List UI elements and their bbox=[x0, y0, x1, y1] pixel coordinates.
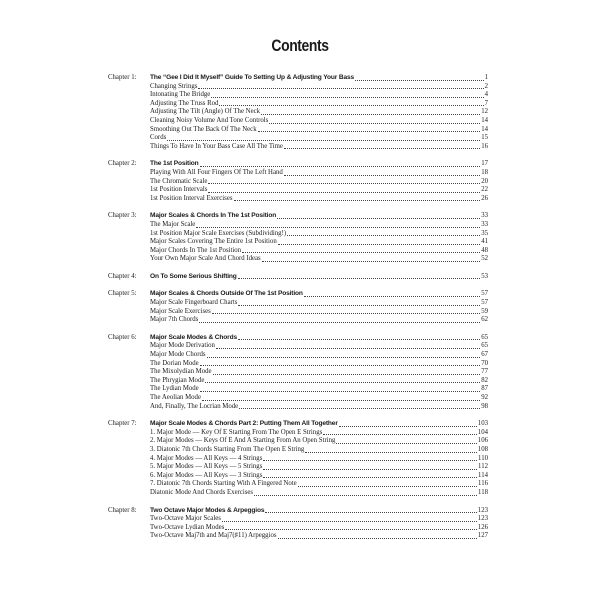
section-entry bbox=[150, 91, 488, 100]
chapter-heading bbox=[150, 74, 488, 83]
chapter-heading-page-number: 65 bbox=[481, 333, 488, 341]
chapter-label: Chapter 5: bbox=[108, 290, 137, 298]
chapter-heading bbox=[150, 334, 488, 343]
dot-leader bbox=[216, 347, 480, 349]
chapter-label: Chapter 4: bbox=[108, 272, 137, 280]
section-entry-title: Major Chords In The 1st Position bbox=[150, 246, 242, 254]
section-entry-page-number: 127 bbox=[477, 532, 488, 540]
section-entry-title: 3. Diatonic 7th Chords Starting From The Open E String bbox=[150, 445, 305, 453]
section-entry-page-number: 18 bbox=[481, 168, 488, 176]
section-entry-title: Cleaning Noisy Volume And Tone Controls bbox=[150, 116, 269, 124]
dot-leader bbox=[336, 442, 476, 444]
dot-leader bbox=[234, 199, 481, 201]
section-entry bbox=[150, 394, 488, 403]
section-entry-title: Your Own Major Scale And Chord Ideas bbox=[150, 255, 261, 263]
section-entry bbox=[150, 169, 488, 178]
dot-leader bbox=[213, 373, 481, 375]
dot-leader bbox=[202, 399, 480, 401]
section-entry-title: Adjusting The Tilt (Angle) Of The Neck bbox=[150, 108, 261, 116]
dot-leader bbox=[200, 390, 481, 392]
section-entry-page-number: 57 bbox=[481, 299, 488, 307]
section-entry-page-number: 12 bbox=[481, 108, 488, 116]
section-entry bbox=[150, 455, 488, 464]
section-entry bbox=[150, 308, 488, 317]
section-entry-title: Changing Strings bbox=[150, 82, 198, 90]
section-entry bbox=[150, 316, 488, 325]
section-entry-title: Smoothing Out The Back Of The Neck bbox=[150, 125, 257, 133]
section-entry bbox=[150, 532, 488, 541]
section-entry-page-number: 16 bbox=[481, 142, 488, 150]
section-entry bbox=[150, 472, 488, 481]
section-entry bbox=[150, 360, 488, 369]
dot-leader bbox=[284, 174, 480, 176]
dot-leader bbox=[304, 295, 480, 297]
chapter-heading-page-number: 123 bbox=[477, 506, 488, 514]
dot-leader bbox=[199, 321, 480, 323]
section-entry-title: Major Scale Exercises bbox=[150, 307, 211, 315]
section-entry-page-number: 123 bbox=[477, 515, 488, 523]
section-entry-page-number: 82 bbox=[481, 376, 488, 384]
section-entry-page-number: 104 bbox=[477, 428, 488, 436]
section-entry-title: The Mixolydian Mode bbox=[150, 368, 212, 376]
section-entry-page-number: 7 bbox=[484, 99, 488, 107]
section-entry-title: The Aeolian Mode bbox=[150, 394, 201, 401]
section-entry bbox=[150, 463, 488, 472]
section-entry-page-number: 2 bbox=[484, 82, 488, 90]
dot-leader bbox=[287, 234, 480, 236]
section-entry-title: 6. Major Modes — All Keys — 3 Strings bbox=[150, 471, 263, 479]
section-entry-title: The Major Scale bbox=[150, 220, 196, 228]
chapter-6 bbox=[108, 334, 488, 411]
section-entry-title: Two-Octave Maj7th and Maj7(♯11) Arpeggios bbox=[150, 532, 277, 540]
dot-leader bbox=[323, 433, 477, 435]
section-entry bbox=[150, 524, 488, 533]
section-entry-title: The Dorian Mode bbox=[150, 359, 199, 367]
dot-leader bbox=[208, 191, 480, 193]
chapter-heading-page-number: 53 bbox=[481, 272, 488, 280]
section-entry-page-number: 106 bbox=[477, 437, 488, 445]
chapter-heading-title: Two Octave Major Modes & Arpeggios bbox=[150, 506, 265, 514]
section-entry bbox=[150, 100, 488, 109]
section-entry bbox=[150, 83, 488, 92]
section-entry bbox=[150, 143, 488, 152]
dot-leader bbox=[167, 139, 480, 141]
chapter-2 bbox=[108, 160, 488, 203]
dot-leader bbox=[211, 96, 483, 98]
dot-leader bbox=[265, 511, 476, 513]
section-entry-title: The Lydian Mode bbox=[150, 385, 199, 393]
dot-leader bbox=[200, 165, 481, 167]
section-entry-title: Major Scales Covering The Entire 1st Position bbox=[150, 238, 277, 246]
section-entry-page-number: 35 bbox=[481, 229, 488, 237]
dot-leader bbox=[239, 407, 480, 409]
chapter-heading-title: Major Scale Modes & Chords Part 2: Putting Them All Together bbox=[150, 420, 338, 428]
chapter-label: Chapter 7: bbox=[108, 420, 137, 428]
chapter-7 bbox=[108, 420, 488, 497]
section-entry-title: The Chromatic Scale bbox=[150, 177, 208, 185]
section-entry-page-number: 92 bbox=[481, 394, 488, 401]
chapter-heading-page-number: 17 bbox=[481, 160, 488, 168]
dot-leader bbox=[269, 122, 480, 124]
chapter-3 bbox=[108, 212, 488, 264]
dot-leader bbox=[219, 104, 483, 106]
section-entry-title: Cords bbox=[150, 134, 167, 142]
section-entry-page-number: 126 bbox=[477, 523, 488, 531]
section-entry-page-number: 108 bbox=[477, 445, 488, 453]
chapter-heading-title: Major Scales & Chords Outside Of The 1st Position bbox=[150, 290, 303, 298]
section-entry-page-number: 41 bbox=[481, 238, 488, 246]
dot-leader bbox=[305, 451, 476, 453]
dot-leader bbox=[284, 147, 480, 149]
section-entry bbox=[150, 342, 488, 351]
section-entry-page-number: 98 bbox=[481, 402, 488, 410]
section-entry bbox=[150, 489, 488, 498]
section-entry-title: Playing With All Four Fingers Of The Left Hand bbox=[150, 168, 283, 176]
section-entry bbox=[150, 480, 488, 489]
section-entry-title: Diatonic Mode And Chords Exercises bbox=[150, 488, 254, 496]
section-entry bbox=[150, 351, 488, 360]
chapter-heading-page-number: 103 bbox=[477, 420, 488, 428]
dot-leader bbox=[298, 485, 477, 487]
dot-leader bbox=[262, 260, 481, 262]
dot-leader bbox=[355, 79, 484, 81]
chapter-heading-page-number: 57 bbox=[481, 290, 488, 298]
dot-leader bbox=[261, 113, 480, 115]
dot-leader bbox=[238, 338, 480, 340]
section-entry bbox=[150, 403, 488, 412]
section-entry-title: Major Scale Fingerboard Charts bbox=[150, 299, 238, 307]
section-entry bbox=[150, 385, 488, 394]
section-entry bbox=[150, 238, 488, 247]
chapter-5 bbox=[108, 290, 488, 324]
section-entry-page-number: 15 bbox=[481, 134, 488, 142]
section-entry-title: Two-Octave Major Scales bbox=[150, 515, 221, 523]
dot-leader bbox=[242, 251, 480, 253]
chapter-label: Chapter 1: bbox=[108, 74, 137, 81]
section-entry-title: Intonating The Bridge bbox=[150, 91, 211, 99]
dot-leader bbox=[208, 182, 480, 184]
section-entry-page-number: 59 bbox=[481, 307, 488, 315]
section-entry-page-number: 112 bbox=[478, 463, 488, 471]
section-entry-page-number: 77 bbox=[481, 368, 488, 376]
section-entry-page-number: 14 bbox=[481, 125, 488, 133]
chapter-heading-page-number: 33 bbox=[481, 212, 488, 220]
section-entry-title: Major Mode Chords bbox=[150, 351, 206, 359]
chapter-4 bbox=[108, 273, 488, 282]
chapter-heading-title: The 1st Position bbox=[150, 160, 199, 168]
section-entry bbox=[150, 178, 488, 187]
chapter-heading bbox=[150, 420, 488, 429]
dot-leader bbox=[222, 520, 477, 522]
section-entry bbox=[150, 247, 488, 256]
section-entry-page-number: 67 bbox=[481, 351, 488, 359]
section-entry bbox=[150, 221, 488, 230]
section-entry bbox=[150, 108, 488, 117]
dot-leader bbox=[263, 459, 477, 461]
section-entry-title: 4. Major Modes — All Keys — 4 Strings bbox=[150, 454, 263, 462]
section-entry-page-number: 22 bbox=[481, 186, 488, 194]
section-entry bbox=[150, 299, 488, 308]
section-entry-title: Major Mode Derivation bbox=[150, 342, 215, 350]
section-entry-title: Adjusting The Truss Rod bbox=[150, 99, 219, 107]
dot-leader bbox=[196, 226, 480, 228]
section-entry bbox=[150, 515, 488, 524]
chapter-label: Chapter 6: bbox=[108, 333, 137, 341]
section-entry-page-number: 114 bbox=[478, 471, 488, 479]
section-entry bbox=[150, 446, 488, 455]
dot-leader bbox=[258, 130, 481, 132]
page-title: Contents bbox=[271, 36, 329, 55]
chapter-label: Chapter 8: bbox=[108, 506, 137, 514]
dot-leader bbox=[205, 381, 480, 383]
chapter-heading-title: The “Gee I Did It Myself” Guide To Setting Up & Adjusting Your Bass bbox=[150, 74, 355, 81]
section-entry-title: 1st Position Interval Exercises bbox=[150, 194, 233, 202]
section-entry-page-number: 52 bbox=[481, 255, 488, 263]
dot-leader bbox=[225, 528, 477, 530]
section-entry-page-number: 33 bbox=[481, 220, 488, 228]
section-entry-title: 1st Position Major Scale Exercises (Subdividing!) bbox=[150, 229, 287, 237]
dot-leader bbox=[263, 468, 477, 470]
dot-leader bbox=[339, 425, 477, 427]
section-entry bbox=[150, 195, 488, 204]
section-entry bbox=[150, 134, 488, 143]
section-entry-page-number: 110 bbox=[478, 454, 488, 462]
section-entry bbox=[150, 230, 488, 239]
dot-leader bbox=[238, 277, 481, 279]
chapter-8 bbox=[108, 507, 488, 541]
section-entry-page-number: 4 bbox=[484, 91, 488, 99]
section-entry bbox=[150, 255, 488, 264]
chapter-heading-title: Major Scale Modes & Chords bbox=[150, 333, 237, 341]
section-entry bbox=[150, 429, 488, 438]
chapter-1 bbox=[108, 74, 488, 151]
section-entry-page-number: 14 bbox=[481, 116, 488, 124]
dot-leader bbox=[263, 476, 477, 478]
dot-leader bbox=[198, 87, 483, 89]
section-entry-page-number: 116 bbox=[478, 480, 488, 488]
section-entry-page-number: 70 bbox=[481, 359, 488, 367]
section-entry-page-number: 26 bbox=[481, 194, 488, 202]
chapter-heading bbox=[150, 212, 488, 221]
section-entry bbox=[150, 117, 488, 126]
section-entry bbox=[150, 377, 488, 386]
section-entry-page-number: 65 bbox=[481, 342, 488, 350]
section-entry-page-number: 62 bbox=[481, 316, 488, 324]
section-entry-page-number: 20 bbox=[481, 177, 488, 185]
section-entry bbox=[150, 368, 488, 377]
section-entry-title: Things To Have In Your Bass Case All The Time bbox=[150, 142, 283, 150]
dot-leader bbox=[277, 217, 480, 219]
dot-leader bbox=[278, 537, 477, 539]
section-entry-title: 7. Diatonic 7th Chords Starting With A Fingered Note bbox=[150, 480, 297, 488]
dot-leader bbox=[254, 494, 477, 496]
chapter-heading bbox=[150, 290, 488, 299]
chapter-label: Chapter 2: bbox=[108, 160, 137, 168]
chapter-heading-title: On To Some Serious Shifting bbox=[150, 272, 237, 280]
section-entry-title: 5. Major Modes — All Keys — 5 Strings bbox=[150, 463, 263, 471]
section-entry-title: The Phrygian Mode bbox=[150, 376, 205, 384]
dot-leader bbox=[207, 356, 481, 358]
section-entry-title: And, Finally, The Locrian Mode bbox=[150, 402, 239, 410]
dot-leader bbox=[212, 312, 480, 314]
dot-leader bbox=[238, 304, 480, 306]
section-entry-title: Two-Octave Lydian Modes bbox=[150, 523, 225, 531]
section-entry-title: 2. Major Modes — Keys Of E And A Starting From An Open String bbox=[150, 437, 336, 445]
section-entry-page-number: 48 bbox=[481, 246, 488, 254]
chapter-heading-title: Major Scales & Chords In The 1st Position bbox=[150, 212, 277, 220]
section-entry bbox=[150, 126, 488, 135]
section-entry-page-number: 87 bbox=[481, 385, 488, 393]
chapter-heading-page-number: 1 bbox=[484, 74, 488, 81]
chapter-heading bbox=[150, 273, 488, 282]
section-entry bbox=[150, 186, 488, 195]
section-entry-title: 1. Major Mode — Key Of E Starting From The Open E Strings bbox=[150, 428, 323, 436]
dot-leader bbox=[200, 364, 481, 366]
chapter-label: Chapter 3: bbox=[108, 212, 137, 220]
dot-leader bbox=[278, 243, 480, 245]
chapter-heading bbox=[150, 160, 488, 169]
section-entry-title: 1st Position Intervals bbox=[150, 186, 208, 194]
chapter-heading bbox=[150, 507, 488, 516]
table-of-contents bbox=[108, 74, 488, 550]
section-entry-page-number: 118 bbox=[478, 488, 488, 496]
section-entry-title: Major 7th Chords bbox=[150, 316, 199, 324]
section-entry bbox=[150, 437, 488, 446]
